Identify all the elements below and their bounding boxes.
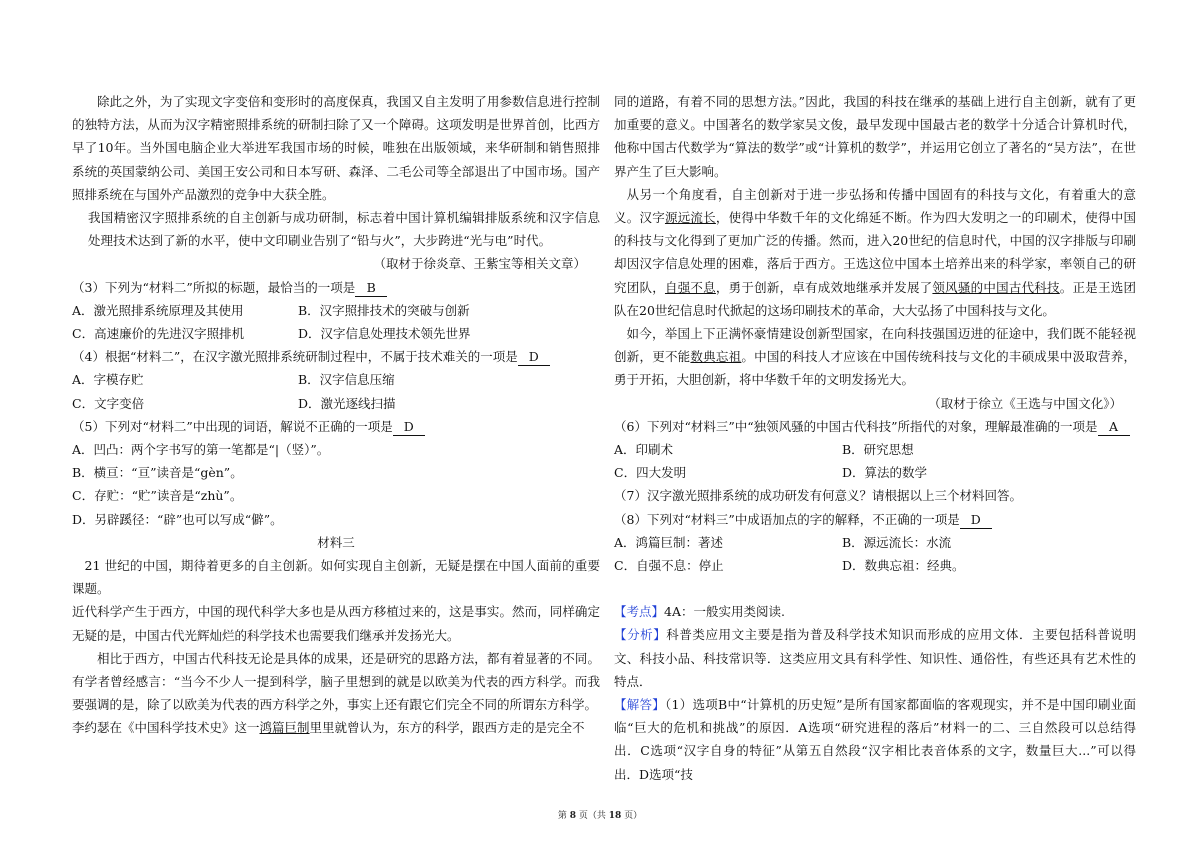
answer-blank: D — [393, 419, 425, 436]
paragraph — [614, 183, 1136, 322]
option: B．汉字信息压缩 — [298, 372, 395, 388]
underlined-term: 领风骚的中国古代科技 — [932, 279, 1060, 295]
option: D．数典忘祖：经典。 — [842, 558, 965, 574]
options-row — [614, 531, 1136, 554]
question-stem: （4）根据“材料二”，在汉字激光照排系统研制过程中，不属于技术难关的一项是 — [72, 349, 518, 365]
option: B．汉字照排技术的突破与创新 — [298, 302, 470, 318]
text-span: 。中国的科技人才应该在中国传统科技与文化的丰硕成果中汲取营养，勇于开拓，大胆创新，将中华数千年的文明发扬光大。 — [614, 349, 1136, 388]
option: C．四大发明 — [614, 465, 687, 481]
fenxi-tag: 【分析】 — [614, 627, 667, 643]
paragraph — [72, 716, 600, 739]
question-stem: （8）下列对“材料三”中成语加点的字的解释，不正确的一项是 — [614, 511, 960, 527]
paragraph: 21 世纪的中国，期待着更多的自主创新。如何实现自主创新，无疑是摆在中国人面前的重要课题。 — [72, 558, 600, 597]
footer-text: 页（共 — [576, 811, 609, 821]
option: B．源远流长：水流 — [842, 534, 952, 550]
text-span: 李约瑟在《中国科学技术史》这一 — [72, 720, 260, 736]
option: A．字模存贮 — [72, 372, 144, 388]
question-stem: （6）下列对“材料三”中“独领风骚的中国古代科技”所指代的对象，理解最准确的一项是 — [614, 418, 1098, 434]
text-span: 里里就曾认为，东方的科学，跟西方走的是完全不 — [309, 720, 585, 736]
text-span: 从另一个角度看，自主创新对于进一步弘扬和传播中国固有的科技与文化，有着重大的意义。汉字 — [614, 186, 1136, 226]
question-3 — [72, 276, 600, 299]
spacer — [614, 577, 1136, 600]
left-column — [72, 90, 600, 740]
option: D．另辟蹊径：“辟”也可以写成“僻”。 — [72, 511, 283, 527]
page-number: 8 — [569, 811, 576, 821]
question-5 — [72, 415, 600, 438]
kaodian-text: 4A：一般实用类阅读. — [664, 604, 785, 620]
option: B．研究思想 — [842, 442, 914, 458]
text-span: 。正是王选团队在20世纪信息时代掀起的这场印刷技术的革命，大大弘扬了中国科技与文化。 — [614, 279, 1136, 318]
option: A．凹凸：两个字书写的第一笔都是“|（竖）”。 — [72, 442, 330, 458]
question-stem: （5）下列对“材料二”中出现的词语，解说不正确的一项是 — [72, 418, 393, 434]
right-column — [614, 90, 1136, 786]
kaodian-tag: 【考点】 — [614, 604, 665, 620]
options-row — [614, 554, 1136, 577]
page-footer — [0, 808, 1200, 821]
source-citation: （取材于徐炎章、王紫宝等相关文章） — [373, 256, 586, 272]
paragraph: 近代科学产生于西方，中国的现代科学大多也是从西方移植过来的，这是事实。然而，同样确定无疑的是，中国古代光辉灿烂的科学技术也需要我们继承并发扬光大。 — [72, 604, 600, 643]
jieda-tag: 【解答】 — [614, 697, 666, 713]
options-row — [72, 392, 600, 415]
option: D．算法的数学 — [842, 465, 928, 481]
option: B．横亘：“亘”读音是“gèn”。 — [72, 465, 243, 481]
question-6 — [614, 415, 1136, 438]
option: D．汉字信息处理技术领先世界 — [298, 326, 471, 342]
option: C．存贮：“贮”读音是“zhù”。 — [72, 488, 243, 504]
option: C．高速廉价的先进汉字照排机 — [72, 326, 245, 342]
fenxi-section — [614, 623, 1136, 693]
answer-blank: D — [518, 349, 550, 366]
question-stem: （3）下列为“材料二”所拟的标题，最恰当的一项是 — [72, 279, 356, 295]
total-pages: 18 — [608, 811, 622, 821]
option: A．鸿篇巨制：著述 — [614, 534, 724, 550]
question-4 — [72, 345, 600, 368]
underlined-term: 鸿篇巨制 — [259, 720, 310, 736]
paragraph — [614, 322, 1136, 392]
paragraph: 除此之外，为了实现文字变倍和变形时的高度保真，我国又自主发明了用参数信息进行控制的独特方法，从而为汉字精密照排系统的研制扫除了又一个障碍。这项发明是世界首创，比西方早了10年。当外国电脑企业大举进军我国市场的时候，唯独在出版领域，来华研制和销售照排系统的英国蒙纳公司、美国王安公司和日本写研、森泽、二毛公司等全部退出了中国市场。国产照排系统在与国外产品激烈的竞争中大获全胜。 — [72, 94, 600, 202]
footer-text: 第 — [557, 811, 570, 821]
text-span: ，勇于创新，卓有成效地继承并发展了 — [715, 279, 933, 295]
text-span: 如今，举国上下正满怀豪情建设创新型国家，在向科技强国迈进的征途中，我们既不能轻视创新，更不能 — [614, 326, 1136, 365]
footer-text: 页） — [621, 811, 643, 821]
kaodian-section — [614, 600, 1136, 623]
option: C．文字变倍 — [72, 395, 145, 411]
question-7: （7）汉字激光照排系统的成功研发有何意义？请根据以上三个材料回答。 — [614, 488, 1022, 504]
options-row — [614, 461, 1136, 484]
paragraph: 相比于西方，中国古代科技无论是具体的成果，还是研究的思路方法，都有着显著的不同。有学者曾经感言：“当今不少人一提到科学，脑子里想到的就是以欧美为代表的西方科学。而我要强调的是，除了以欧美为代表的西方科学之外，事实上还有跟它们完全不同的所谓东方科学。 — [72, 650, 600, 713]
option: D．激光逐线扫描 — [298, 395, 396, 411]
options-row — [72, 322, 600, 345]
underlined-term: 数典忘祖 — [690, 349, 742, 365]
options-row — [614, 438, 1136, 461]
jieda-text: （1）选项B中“计算机的历史短”是所有国家都面临的客观现实，并不是中国印刷业面临“巨大的危机和挑战”的原因．A选项“研究进程的落后”材料一的二、三自然段可以总结得出．C选项“汉字自身的特征”从第五自然段“汉字相比表音体系的文字，数量巨大...”可以得出．D选项“技 — [614, 697, 1136, 782]
underlined-term: 源远流长 — [664, 210, 716, 226]
source-citation: （取材于徐立《王选与中国文化》） — [928, 395, 1122, 411]
option: C．自强不息：停止 — [614, 558, 724, 574]
paragraph: 同的道路，有着不同的思想方法。”因此，我国的科技在继承的基础上进行自主创新，就有了更加重要的意义。中国著名的数学家吴文俊，最早发现中国最古老的数学十分适合计算机时代，他称中国古代数学为“算法的数学”或“计算机的数学”，并运用它创立了著名的“吴方法”，在世界产生了巨大影响。 — [614, 94, 1136, 179]
material-title: 材料三 — [317, 534, 355, 550]
question-8 — [614, 508, 1136, 531]
fenxi-text: 科普类应用文主要是指为普及科学技术知识而形成的应用文体．主要包括科普说明文、科技小品、科技常识等．这类应用文具有科学性、知识性、通俗性，有些还具有艺术性的特点． — [614, 627, 1136, 689]
underlined-term: 自强不息 — [664, 279, 716, 295]
paragraph: 我国精密汉字照排系统的自主创新与成功研制，标志着中国计算机编辑排版系统和汉字信息处理技术达到了新的水平，使中文印刷业告别了“铅与火”，大步跨进“光与电”时代。 — [88, 210, 600, 249]
options-row — [72, 299, 600, 322]
answer-blank: D — [960, 512, 992, 529]
jieda-section — [614, 693, 1136, 786]
options-row — [72, 368, 600, 391]
option: A．印刷术 — [614, 442, 674, 458]
text-span: ，使得中华数千年的文化绵延不断。作为四大发明之一的印刷术，使得中国的科技与文化得到了更加广泛的传播。然而，进入20世纪的信息时代，中国的汉字排版与印刷却因汉字信息处理的困难，落后于西方。王选这位中国本土培养出来的科学家，率领自己的研究团队， — [614, 210, 1136, 295]
answer-blank: A — [1098, 419, 1130, 436]
option: A．激光照排系统原理及其使用 — [72, 302, 244, 318]
answer-blank: B — [355, 280, 387, 297]
